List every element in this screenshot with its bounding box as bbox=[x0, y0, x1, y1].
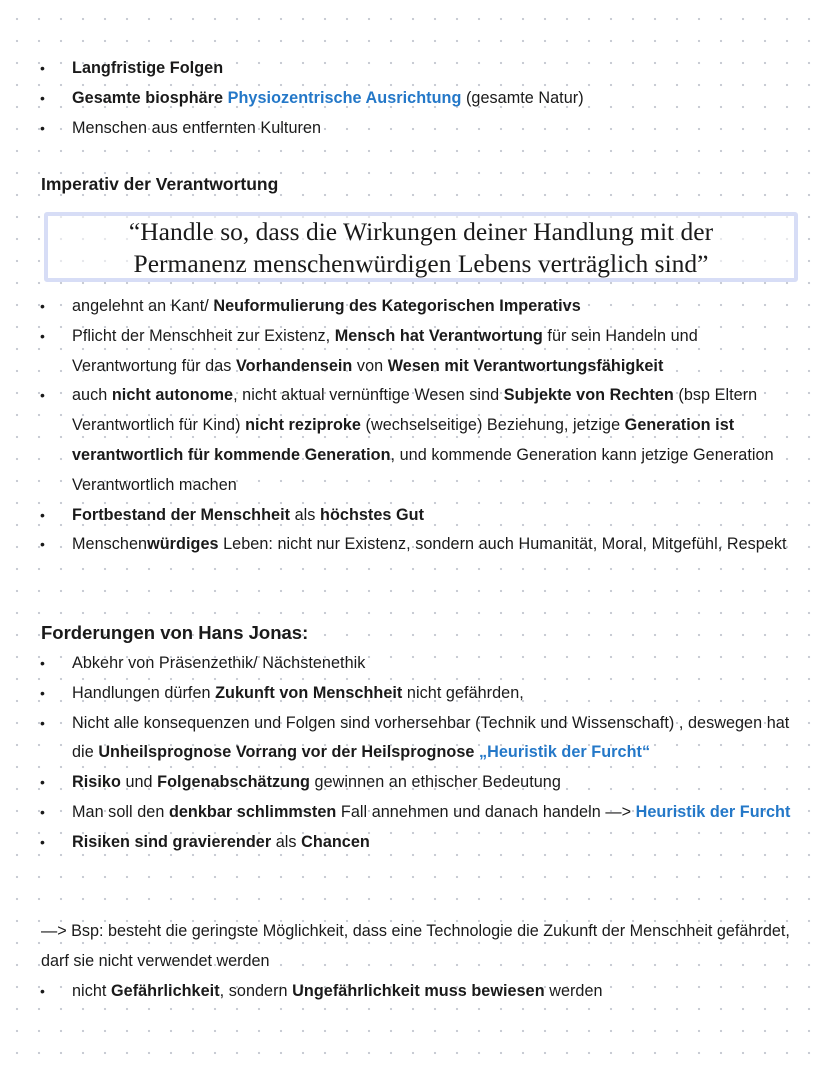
text-run: , sondern bbox=[219, 982, 293, 1000]
text-run: (wechselseitige) Beziehung, jetzige bbox=[360, 416, 625, 435]
text-run: und bbox=[120, 773, 158, 792]
list-item bbox=[0, 84, 828, 114]
bullet-marker: • bbox=[40, 983, 45, 999]
quote-box bbox=[44, 212, 798, 282]
text-run: nicht reziproke bbox=[245, 416, 361, 435]
text-run: Zukunft von Menschheit bbox=[215, 683, 403, 702]
text-run: Menschen bbox=[72, 535, 148, 554]
text-run: angelehnt an Kant/ bbox=[72, 297, 214, 315]
text-run: denkbar schlimmsten bbox=[168, 802, 337, 821]
text-run: (bsp Eltern Verantwortlich für Kind) bbox=[72, 386, 758, 435]
quote-text bbox=[48, 216, 794, 280]
text-run: von bbox=[352, 356, 388, 375]
list-item bbox=[0, 292, 828, 322]
text-run: Generation ist verantwortlich für kommende Generation bbox=[72, 416, 735, 464]
list-item bbox=[0, 828, 828, 858]
text-run: Physiozentrische Ausrichtung bbox=[227, 88, 462, 107]
text-run: Heuristik der Furcht bbox=[635, 802, 791, 821]
text-run: „Heuristik der Furcht“ bbox=[474, 743, 651, 762]
text-run: Fortbestand der Menschheit bbox=[72, 505, 291, 524]
bullet-marker: • bbox=[40, 684, 45, 701]
list-item bbox=[0, 679, 828, 709]
text-run: als bbox=[271, 832, 302, 851]
text-run: Ungefährlichkeit muss bewiesen bbox=[292, 982, 545, 1000]
bullet-marker: • bbox=[40, 387, 45, 404]
text-run: als bbox=[290, 505, 321, 524]
text-run: für sein Handeln und Verantwortung für das bbox=[72, 326, 698, 375]
text-run: auch bbox=[72, 386, 112, 405]
text-run: Subjekte von Rechten bbox=[503, 386, 674, 405]
list-item bbox=[0, 54, 828, 84]
text-run: , nicht aktual vernünftige Wesen sind bbox=[233, 386, 504, 405]
text-run: werden bbox=[544, 982, 603, 1000]
text-run: Wesen mit Verantwortungsfähigkeit bbox=[387, 356, 664, 375]
bullet-list-last bbox=[0, 977, 828, 1007]
text-run: Abkehr von Präsenzethik/ Nächstenethik bbox=[72, 654, 366, 672]
text-run: Pflicht der Menschheit zur Existenz, bbox=[72, 326, 335, 345]
text-run: Handlungen dürfen bbox=[72, 683, 216, 702]
text-run: Mensch hat Verantwortung bbox=[334, 326, 543, 345]
bullet-marker: • bbox=[40, 119, 45, 136]
list-item bbox=[0, 114, 828, 144]
bullet-marker: • bbox=[40, 298, 45, 314]
text-run: Langfristige Folgen bbox=[72, 59, 224, 77]
text-run: nicht autonome bbox=[111, 386, 234, 405]
text-run: Nicht alle konsequenzen und Folgen sind vorhersehbar (Technik und Wissenschaft) , deswegen hat die bbox=[72, 713, 790, 762]
bullet-marker: • bbox=[40, 833, 45, 850]
text-run: Leben: nicht nur Existenz, sondern auch Humanität, Moral, Mitgefühl, Respekt bbox=[218, 535, 787, 554]
text-run: (gesamte Natur) bbox=[461, 88, 584, 107]
text-run: Risiko bbox=[72, 773, 121, 792]
list-item bbox=[0, 798, 828, 828]
bullet-marker: • bbox=[40, 655, 45, 671]
text-run: würdiges bbox=[147, 535, 219, 554]
text-run: Risiken sind gravierender bbox=[72, 832, 272, 851]
bullet-marker: • bbox=[40, 506, 45, 523]
text-run: Gefährlichkeit bbox=[111, 982, 220, 1000]
list-item bbox=[0, 768, 828, 798]
text-run: Gesamte biosphäre bbox=[72, 88, 228, 107]
quote-line-1: “Handle so, dass die Wirkungen deiner Handlung mit der bbox=[128, 217, 714, 246]
list-item bbox=[0, 977, 828, 1007]
bullet-marker: • bbox=[40, 536, 45, 553]
list-item bbox=[0, 649, 828, 679]
list-item bbox=[0, 381, 828, 500]
bullet-marker: • bbox=[40, 714, 45, 731]
bullet-marker: • bbox=[40, 327, 45, 344]
list-item bbox=[0, 709, 828, 769]
list-item bbox=[0, 530, 828, 560]
text-run: nicht gefährden, bbox=[402, 683, 524, 702]
text-run: Neuformulierung des Kategorischen Imperativs bbox=[213, 297, 581, 315]
text-run: höchstes Gut bbox=[320, 505, 425, 524]
text-run: gewinnen an ethischer Bedeutung bbox=[310, 773, 561, 792]
text-run: Menschen aus entfernten Kulturen bbox=[72, 118, 322, 137]
text-run: Unheilsprognose Vorrang vor der Heilsprognose bbox=[98, 743, 475, 762]
heading-imperativ: Imperativ der Verantwortung bbox=[41, 174, 279, 194]
text-run: Fall annehmen und danach handeln —> bbox=[336, 802, 636, 821]
bullet-marker: • bbox=[40, 60, 45, 76]
text-run: Man soll den bbox=[72, 802, 169, 821]
text-run: Vorhandensein bbox=[235, 356, 353, 375]
bullet-list-forderungen bbox=[0, 649, 828, 858]
bullet-list-imperativ bbox=[0, 292, 828, 560]
text-run: Chancen bbox=[301, 832, 370, 851]
example-text: —> Bsp: besteht die geringste Möglichkeit, dass eine Technologie die Zukunft der Menschheit gefährdet, darf sie nicht verwendet werden bbox=[41, 922, 790, 970]
bullet-marker: • bbox=[40, 89, 45, 106]
bullet-marker: • bbox=[40, 803, 45, 820]
list-item bbox=[0, 322, 828, 382]
text-run: nicht bbox=[72, 982, 111, 1000]
bullet-marker: • bbox=[40, 774, 45, 791]
heading-forderungen: Forderungen von Hans Jonas: bbox=[41, 622, 309, 643]
text-run: Folgenabschätzung bbox=[157, 773, 310, 792]
text-run: , und kommende Generation kann jetzige Generation Verantwortlich machen bbox=[72, 445, 774, 494]
quote-line-2: Permanenz menschenwürdigen Lebens verträglich sind” bbox=[133, 249, 709, 278]
list-item bbox=[0, 501, 828, 531]
bullet-list-top bbox=[0, 54, 828, 143]
